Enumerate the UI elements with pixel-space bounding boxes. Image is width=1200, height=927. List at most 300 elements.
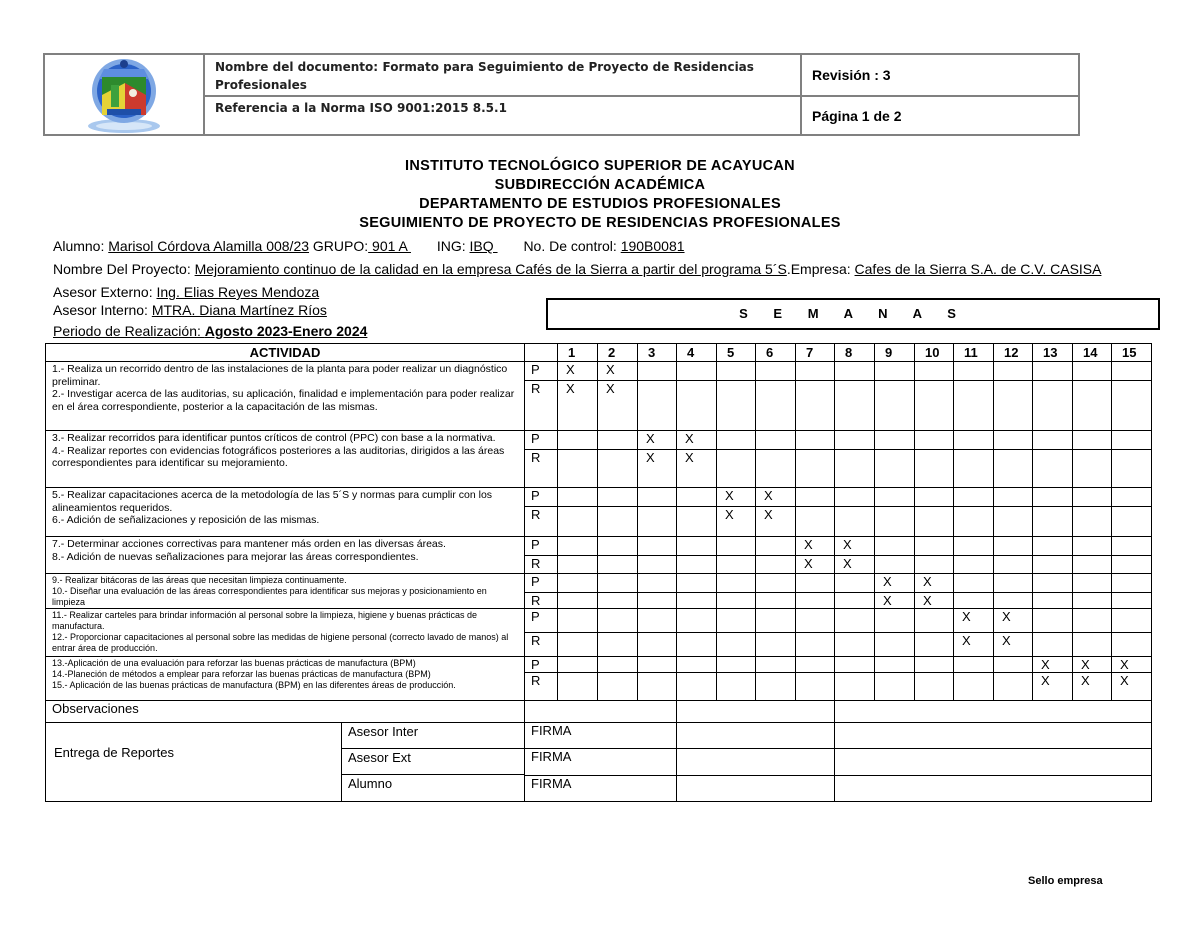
week-cell (954, 488, 994, 507)
week-cell (1112, 593, 1152, 609)
asesor-ext-label: Asesor Externo: (53, 284, 157, 300)
control-value: 190B0081 (620, 238, 685, 254)
week-cell (677, 574, 717, 593)
plan-label: P (525, 431, 558, 450)
week-cell (915, 362, 954, 381)
week-cell (558, 574, 598, 593)
mark-x: X (883, 593, 892, 608)
week-cell (717, 574, 756, 593)
week-cell (756, 633, 796, 657)
table-row-plan (46, 488, 1152, 507)
grupo-label: GRUPO: (309, 238, 369, 254)
table-row-plan (46, 609, 1152, 633)
table-row-plan (46, 657, 1152, 673)
week-cell (558, 609, 598, 633)
week-cell (954, 507, 994, 537)
asesor-externo-line (53, 284, 319, 300)
week-cell (954, 593, 994, 609)
week-cell (1112, 450, 1152, 488)
alumno-label: Alumno: (53, 238, 109, 254)
week-cell (756, 431, 796, 450)
signer-labels (342, 723, 524, 801)
week-cell (835, 633, 875, 657)
week-cell (756, 556, 796, 574)
week-cell (558, 673, 598, 701)
week-cell (638, 657, 677, 673)
week-header: 2 (598, 344, 638, 362)
week-cell (875, 507, 915, 537)
table-row-plan (46, 431, 1152, 450)
week-cell (1033, 593, 1073, 609)
week-cell (915, 381, 954, 431)
week-cell (1033, 673, 1073, 701)
week-cell (598, 362, 638, 381)
week-cell (558, 450, 598, 488)
week-cell (756, 574, 796, 593)
entrega-reportes-cell (46, 723, 525, 802)
week-cell (954, 574, 994, 593)
week-cell (598, 488, 638, 507)
week-cell (756, 609, 796, 633)
activity-text: 4.- Realizar reportes con evidencias fotográficos posteriores a las auditorias, dirigidos a las áreas correspondientes para identificar su mejoramiento. (52, 444, 505, 469)
empresa-value: Cafes de la Sierra S.A. de C.V. CASISA (854, 261, 1102, 277)
week-cell (638, 381, 677, 431)
week-cell (717, 381, 756, 431)
firma-signature-cell (677, 723, 835, 749)
week-cell (638, 556, 677, 574)
week-cell (1073, 556, 1112, 574)
mark-x: X (1041, 673, 1050, 688)
firma-label: FIRMA (525, 775, 677, 801)
week-cell (875, 609, 915, 633)
week-cell (1033, 657, 1073, 673)
week-cell (796, 431, 835, 450)
project-line (53, 261, 1101, 277)
activity-text: 6.- Adición de señalizaciones y reposición de las mismas. (52, 514, 320, 526)
week-cell (558, 507, 598, 537)
week-cell (954, 450, 994, 488)
document-name-label: Nombre del documento: (215, 60, 379, 74)
week-cell (1112, 381, 1152, 431)
firma-signature-cell (677, 749, 835, 775)
week-cell (558, 488, 598, 507)
asesor-int-label: Asesor Interno: (53, 302, 152, 318)
week-cell (875, 381, 915, 431)
week-cell (875, 362, 915, 381)
mark-x: X (646, 431, 655, 446)
mark-x: X (962, 609, 971, 624)
week-cell (1073, 574, 1112, 593)
week-cell (677, 556, 717, 574)
table-row-plan (46, 537, 1152, 556)
firma-extra-cell (835, 723, 1152, 749)
week-cell (875, 657, 915, 673)
week-cell (717, 633, 756, 657)
week-cell (1033, 633, 1073, 657)
mark-x: X (685, 450, 694, 465)
signer-label-asesor-ext: Asesor Ext (342, 749, 524, 775)
mark-x: X (923, 593, 932, 608)
week-cell (875, 450, 915, 488)
week-cell (796, 593, 835, 609)
week-cell (638, 507, 677, 537)
week-cell (875, 556, 915, 574)
week-cell (717, 362, 756, 381)
week-cell (598, 381, 638, 431)
mark-x: X (1081, 673, 1090, 688)
mark-x: X (1120, 657, 1129, 672)
activity-text: 8.- Adición de nuevas señalizaciones para mejorar las áreas correspondientes. (52, 550, 419, 563)
mark-x: X (764, 488, 773, 503)
week-cell (915, 488, 954, 507)
week-cell (717, 556, 756, 574)
mark-x: X (1002, 609, 1011, 624)
week-cell (677, 450, 717, 488)
week-cell (1073, 673, 1112, 701)
week-cell (875, 431, 915, 450)
week-cell (638, 673, 677, 701)
week-cell (1033, 574, 1073, 593)
week-cell (796, 488, 835, 507)
week-cell (638, 633, 677, 657)
week-cell (677, 362, 717, 381)
week-cell (638, 574, 677, 593)
mark-x: X (1002, 633, 1011, 648)
real-label: R (525, 507, 558, 537)
activity-text: 1.- Realiza un recorrido dentro de las instalaciones de la planta para poder realizar un diagnóstico preliminar. (52, 363, 508, 388)
week-cell (756, 593, 796, 609)
mark-x: X (1120, 673, 1129, 688)
title-seguimiento: SEGUIMIENTO DE PROYECTO DE RESIDENCIAS PROFESIONALES (359, 215, 841, 231)
week-cell (598, 450, 638, 488)
week-cell (796, 556, 835, 574)
grupo-value: 901 A (368, 238, 411, 254)
week-cell (677, 657, 717, 673)
week-cell (915, 537, 954, 556)
week-header: 11 (954, 344, 994, 362)
week-cell (1033, 450, 1073, 488)
week-cell (1033, 381, 1073, 431)
week-cell (638, 362, 677, 381)
week-cell (994, 362, 1033, 381)
mark-x: X (725, 507, 734, 522)
mark-x: X (566, 381, 575, 396)
week-cell (1112, 556, 1152, 574)
week-cell (717, 673, 756, 701)
week-cell (598, 593, 638, 609)
page-number: Página 1 de 2 (812, 108, 902, 124)
week-header: 6 (756, 344, 796, 362)
week-cell (915, 657, 954, 673)
periodo-label: Periodo de Realización (53, 323, 197, 339)
week-cell (835, 673, 875, 701)
week-cell (954, 381, 994, 431)
week-cell (1112, 362, 1152, 381)
firma-label: FIRMA (525, 723, 677, 749)
mark-x: X (804, 537, 813, 552)
activity-text: 7.- Determinar acciones correctivas para mantener más orden en las diversas áreas. (52, 538, 446, 550)
week-cell (994, 488, 1033, 507)
week-cell (598, 574, 638, 593)
mark-x: X (606, 381, 615, 396)
activity-text: 10.- Diseñar una evaluación de las áreas correspondientes para identificar sus mejoras y posicionamiento en limpieza (52, 586, 487, 607)
mark-x: X (764, 507, 773, 522)
week-cell (915, 450, 954, 488)
week-cell (835, 381, 875, 431)
week-cell (915, 593, 954, 609)
signer-label-asesor-inter: Asesor Inter (342, 723, 524, 749)
title-subdireccion: SUBDIRECCIÓN ACADÉMICA (494, 177, 706, 193)
week-cell (875, 574, 915, 593)
week-cell (875, 673, 915, 701)
week-cell (796, 609, 835, 633)
week-cell (756, 488, 796, 507)
week-cell (1033, 362, 1073, 381)
week-cell (756, 381, 796, 431)
week-cell (717, 431, 756, 450)
week-cell (835, 488, 875, 507)
week-cell (835, 609, 875, 633)
week-cell (915, 673, 954, 701)
week-cell (1073, 657, 1112, 673)
week-cell (954, 657, 994, 673)
week-cell (677, 633, 717, 657)
entrega-label: Entrega de Reportes (46, 723, 342, 801)
plan-label: P (525, 362, 558, 381)
activity-table (45, 343, 1152, 802)
activity-cell (46, 609, 525, 657)
week-cell (1033, 556, 1073, 574)
mark-x: X (843, 556, 852, 571)
week-cell (954, 362, 994, 381)
periodo-value: Agosto 2023-Enero 2024 (204, 323, 368, 339)
week-cell (1112, 537, 1152, 556)
empresa-label: .Empresa: (786, 261, 855, 277)
week-cell (796, 657, 835, 673)
week-cell (796, 450, 835, 488)
document-header (43, 53, 1080, 136)
firma-label: FIRMA (525, 749, 677, 775)
week-cell (677, 488, 717, 507)
activity-text: 14.-Planeción de métodos a emplear para reforzar las buenas prácticas de manufactura (BPM) (52, 669, 431, 679)
revision-cell (802, 55, 1078, 97)
mark-x: X (1041, 657, 1050, 672)
mark-x: X (646, 450, 655, 465)
week-cell (1073, 362, 1112, 381)
institute-logo-icon (45, 55, 203, 134)
mark-x: X (685, 431, 694, 446)
mark-x: X (606, 362, 615, 377)
real-label: R (525, 556, 558, 574)
week-header: 13 (1033, 344, 1073, 362)
pr-header (525, 344, 558, 362)
title-departamento: DEPARTAMENTO DE ESTUDIOS PROFESIONALES (419, 196, 781, 212)
mark-x: X (962, 633, 971, 648)
control-label: No. De control: (523, 238, 621, 254)
week-cell (796, 507, 835, 537)
asesor-ext-value: Ing. Elias Reyes Mendoza (156, 284, 320, 300)
week-header: 10 (915, 344, 954, 362)
norm-reference: Referencia a la Norma ISO 9001:2015 8.5.1 (215, 101, 507, 115)
alumno-value: Marisol Córdova Alamilla 008/23 (108, 238, 310, 254)
week-header: 12 (994, 344, 1033, 362)
week-header: 1 (558, 344, 598, 362)
activity-cell (46, 362, 525, 431)
title-institute: INSTITUTO TECNOLÓGICO SUPERIOR DE ACAYUCAN (405, 158, 795, 174)
week-cell (994, 450, 1033, 488)
week-cell (954, 537, 994, 556)
week-cell (994, 381, 1033, 431)
mark-x: X (566, 362, 575, 377)
document-name-cell (205, 55, 800, 97)
week-cell (717, 450, 756, 488)
week-cell (1033, 537, 1073, 556)
week-cell (638, 593, 677, 609)
plan-label: P (525, 657, 558, 673)
week-header: 8 (835, 344, 875, 362)
asesor-int-value: MTRA. Diana Martínez Ríos (151, 302, 327, 318)
week-cell (994, 593, 1033, 609)
week-cell (796, 574, 835, 593)
week-cell (1112, 673, 1152, 701)
week-cell (1073, 507, 1112, 537)
observaciones-row (46, 701, 1152, 723)
activity-text: 9.- Realizar bitácoras de las áreas que necesitan limpieza continuamente. (52, 575, 347, 585)
week-cell (915, 556, 954, 574)
week-cell (835, 507, 875, 537)
week-header: 5 (717, 344, 756, 362)
week-cell (1073, 381, 1112, 431)
week-cell (994, 657, 1033, 673)
week-cell (756, 657, 796, 673)
week-cell (1073, 488, 1112, 507)
week-cell (1073, 609, 1112, 633)
week-cell (835, 657, 875, 673)
revision-info (802, 55, 1078, 134)
sello-empresa: Sello empresa (1028, 875, 1103, 887)
observaciones-label: Observaciones (46, 701, 525, 723)
week-cell (756, 450, 796, 488)
week-cell (994, 673, 1033, 701)
week-cell (756, 537, 796, 556)
signer-label-alumno: Alumno (348, 776, 393, 791)
week-cell (1112, 657, 1152, 673)
week-cell (1033, 488, 1073, 507)
activity-text: 13.-Aplicación de una evaluación para reforzar las buenas prácticas de manufactura (BPM) (52, 658, 416, 668)
week-cell (796, 362, 835, 381)
week-cell (1033, 609, 1073, 633)
real-label: R (525, 593, 558, 609)
activity-cell (46, 657, 525, 701)
week-cell (954, 609, 994, 633)
week-cell (677, 381, 717, 431)
proyecto-value: Mejoramiento continuo de la calidad en la empresa Cafés de la Sierra a partir del programa 5´S (194, 261, 787, 277)
week-header: 15 (1112, 344, 1152, 362)
asesor-interno-line (53, 302, 327, 318)
observaciones-cell-a (525, 701, 677, 723)
plan-label: P (525, 488, 558, 507)
week-cell (835, 431, 875, 450)
real-label: R (525, 633, 558, 657)
mark-x: X (923, 574, 932, 589)
week-cell (1033, 431, 1073, 450)
activity-cell (46, 431, 525, 488)
plan-label: P (525, 574, 558, 593)
firma-signature-cell (677, 775, 835, 801)
plan-label: P (525, 537, 558, 556)
week-cell (717, 593, 756, 609)
week-cell (756, 673, 796, 701)
logo-cell (45, 55, 205, 134)
week-cell (558, 556, 598, 574)
week-cell (954, 556, 994, 574)
week-cell (875, 633, 915, 657)
week-cell (796, 633, 835, 657)
week-cell (994, 431, 1033, 450)
week-cell (994, 537, 1033, 556)
week-cell (638, 537, 677, 556)
week-cell (994, 609, 1033, 633)
week-cell (638, 431, 677, 450)
activity-text: 15.- Aplicación de las buenas prácticas de manufactura (BPM) en las diferentes áreas de producción. (52, 680, 456, 690)
mark-x: X (725, 488, 734, 503)
week-cell (598, 633, 638, 657)
week-header: 4 (677, 344, 717, 362)
week-cell (1073, 431, 1112, 450)
student-line (53, 238, 685, 254)
week-cell (717, 609, 756, 633)
week-cell (1073, 450, 1112, 488)
activity-text: 11.- Realizar carteles para brindar información al personal sobre la limpieza, higiene y buenas prácticas de manufactura. (52, 610, 478, 631)
week-cell (598, 537, 638, 556)
week-cell (1112, 574, 1152, 593)
week-cell (954, 673, 994, 701)
ing-value: IBQ (469, 238, 498, 254)
week-cell (835, 362, 875, 381)
week-header: 3 (638, 344, 677, 362)
week-cell (954, 633, 994, 657)
week-cell (994, 556, 1033, 574)
week-cell (954, 431, 994, 450)
mark-x: X (1081, 657, 1090, 672)
table-header-row (46, 344, 1152, 362)
periodo-line: Periodo de Realización: Agosto 2023-Enero 2024 (53, 323, 368, 339)
week-cell (796, 537, 835, 556)
mark-x: X (843, 537, 852, 552)
semanas-banner: S E M A N A S (546, 298, 1160, 330)
week-cell (638, 609, 677, 633)
week-cell (598, 609, 638, 633)
week-cell (875, 488, 915, 507)
activity-header: ACTIVIDAD (46, 344, 525, 362)
week-cell (638, 450, 677, 488)
week-cell (875, 593, 915, 609)
plan-label: P (525, 609, 558, 633)
firma-extra-cell (835, 775, 1152, 801)
week-cell (915, 431, 954, 450)
week-cell (717, 657, 756, 673)
week-cell (915, 633, 954, 657)
week-cell (915, 507, 954, 537)
week-cell (915, 609, 954, 633)
table-row-plan (46, 574, 1152, 593)
week-cell (558, 381, 598, 431)
activity-text: 12.- Proporcionar capacitaciones al personal sobre las medidas de higiene personal (correcto lavado de manos) al entrar área de producción. (52, 632, 509, 653)
week-cell (835, 556, 875, 574)
real-label: R (525, 450, 558, 488)
week-cell (677, 507, 717, 537)
real-label: R (525, 381, 558, 431)
